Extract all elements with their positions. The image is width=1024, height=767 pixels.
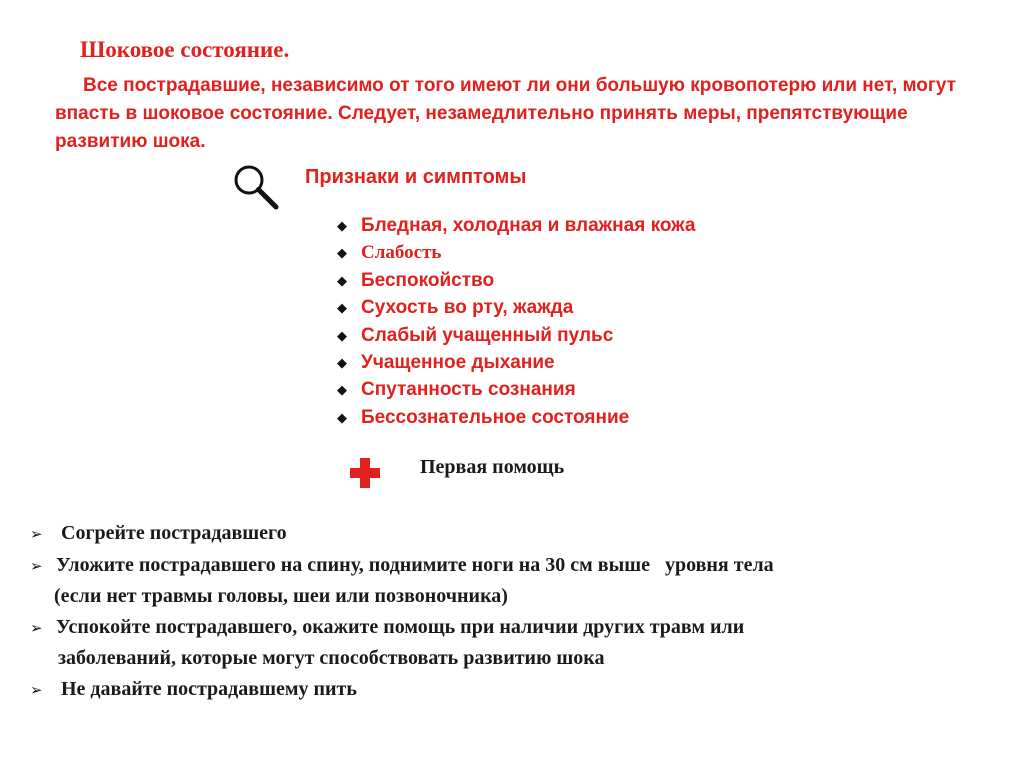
symptom-text: Учащенное дыхание xyxy=(361,351,555,373)
symptom-text: Слабый учащенный пульс xyxy=(361,324,614,346)
step-continuation xyxy=(30,643,1010,674)
step-text: Успокойте пострадавшего, окажите помощь при наличии других травм или xyxy=(56,615,745,638)
symptom-item xyxy=(337,212,695,239)
arrow-bullet-icon: ➢ xyxy=(30,525,43,543)
symptom-text: Сухость во рту, жажда xyxy=(361,297,574,319)
diamond-bullet-icon: ◆ xyxy=(337,328,347,344)
step-item xyxy=(30,550,1010,582)
symptom-item xyxy=(337,349,695,376)
arrow-bullet-icon: ➢ xyxy=(30,556,43,575)
step-item xyxy=(30,674,1010,706)
diamond-bullet-icon: ◆ xyxy=(337,273,347,289)
arrow-bullet-icon: ➢ xyxy=(30,618,43,637)
symptom-item xyxy=(337,267,695,294)
symptom-item xyxy=(337,239,695,266)
diamond-bullet-icon: ◆ xyxy=(337,219,347,234)
diamond-bullet-icon: ◆ xyxy=(337,355,347,371)
step-item xyxy=(30,612,1010,644)
symptom-text: Беспокойство xyxy=(361,269,495,291)
diamond-bullet-icon: ◆ xyxy=(337,410,347,426)
diamond-bullet-icon: ◆ xyxy=(337,246,347,262)
signs-heading: Признаки и симптомы xyxy=(305,166,527,188)
red-cross-icon xyxy=(348,456,382,490)
symptom-text: Бледная, холодная и влажная кожа xyxy=(361,215,696,236)
slide-title: Шоковое состояние. xyxy=(80,37,290,62)
first-aid-steps xyxy=(30,518,1010,705)
symptom-item xyxy=(337,322,695,349)
step-text: заболеваний, которые могут способствовать развитию шока xyxy=(58,647,605,669)
first-aid-heading: Первая помощь xyxy=(420,456,565,478)
symptom-item xyxy=(337,404,695,431)
step-text: Согрейте пострадавшего xyxy=(61,522,287,544)
step-item xyxy=(30,518,1010,550)
symptoms-list xyxy=(337,212,695,431)
symptom-item xyxy=(337,294,695,321)
diamond-bullet-icon: ◆ xyxy=(337,383,347,399)
symptom-item xyxy=(337,376,695,403)
symptom-text: Спутанность сознания xyxy=(361,379,576,401)
symptom-text: Бессознательное состояние xyxy=(361,406,630,428)
step-text: Не давайте пострадавшему пить xyxy=(61,677,357,700)
step-continuation xyxy=(30,581,1010,612)
magnifier-icon xyxy=(232,163,280,211)
arrow-bullet-icon: ➢ xyxy=(30,680,43,699)
step-text: Уложите пострадавшего на спину, поднимите ноги на 30 см выше уровня тела xyxy=(56,553,774,576)
intro-paragraph: Все пострадавшие, независимо от того имеют ли они большую кровопотерю или нет, могут впасть в шоковое состояние. Следует, незамедлительно принять меры, препятствующие развитию шока. xyxy=(55,75,956,152)
step-text: (если нет травмы головы, шеи или позвоночника) xyxy=(54,585,508,607)
symptom-text: Слабость xyxy=(361,242,442,264)
diamond-bullet-icon: ◆ xyxy=(337,301,347,317)
